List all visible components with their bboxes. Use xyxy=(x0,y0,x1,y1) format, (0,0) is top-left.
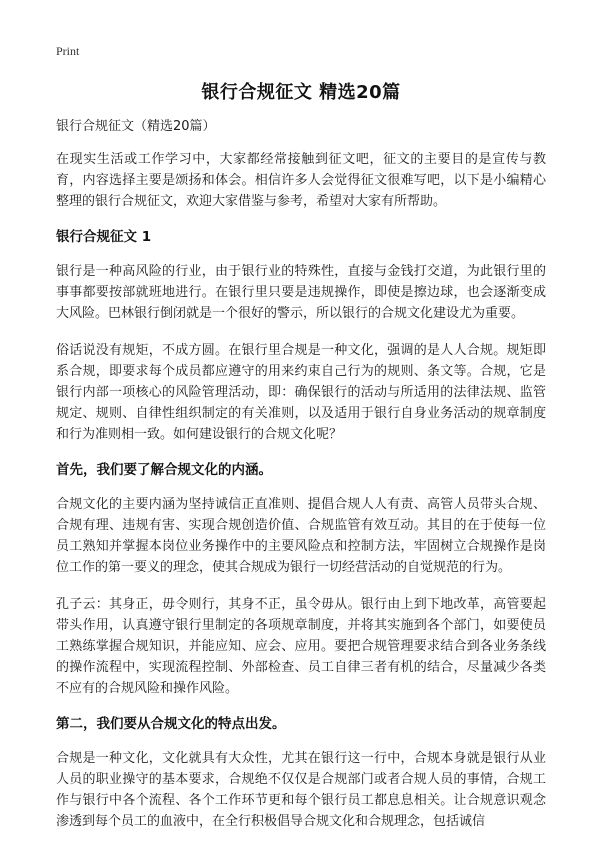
print-link[interactable]: Print xyxy=(56,44,80,58)
paragraph: 银行是一种高风险的行业，由于银行业的特殊性，直接与金钱打交道，为此银行里的事事都要按部就班地进行。在银行里只要是违规操作，即使是擦边球，也会逐渐变成大风险。巴林银行倒闭就是一个很好的警示，所以银行的合规文化建设尤为重要。 xyxy=(56,264,546,321)
paragraph: 俗话说没有规矩，不成方圆。在银行里合规是一种文化，强调的是人人合规。规矩即系合规，即要求每个成员都应遵守的用来约束自己行为的规则、条文等。合规，它是银行内部一项核心的风险管理活动，即：确保银行的活动与所适用的法律法规、监管规定、规则、自律性组织制定的有关准则，以及适用于银行自身业务活动的规章制度和行为准则相一致。如何建设银行的合规文化呢？ xyxy=(56,343,546,442)
article xyxy=(56,78,546,848)
intro-paragraph: 在现实生活或工作学习中，大家都经常接触到征文吧，征文的主要目的是宣传与教育，内容选择主要是颂扬和体会。相信许多人会觉得征文很难写吧，以下是小编精心整理的银行合规征文，欢迎大家借鉴与参考，希望对大家有所帮助。 xyxy=(56,152,546,209)
section-heading-1: 银行合规征文 1 xyxy=(56,229,152,245)
paragraph: 孔子云：其身正，毋令则行，其身不正，虽令毋从。银行由上到下地改革，高管要起带头作用，认真遵守银行里制定的各项规章制度，并将其实施到各个部门，如要使员工熟练掌握合规知识，并能应知、应会、应用。要把合规管理要求结合到各业务条线的操作流程中，实现流程控制、外部检查、员工自律三者有机的结合，尽量减少各类不应有的合规风险和操作风险。 xyxy=(56,597,546,696)
paragraph: 合规文化的主要内涵为坚持诚信正直准则、提倡合规人人有责、高管人员带头合规、合规有理、违规有害、实现合规创造价值、合规监管有效互动。其目的在于使每一位员工熟知并掌握本岗位业务操作中的主要风险点和控制方法，牢固树立合规操作是岗位工作的第一要义的理念，使其合规成为银行一切经营活动的自觉规范的行为。 xyxy=(56,497,546,575)
subheading-second: 第二，我们要从合规文化的特点出发。 xyxy=(56,716,286,732)
article-subtitle: 银行合规征文（精选20篇） xyxy=(56,119,216,134)
page-title: 银行合规征文 精选20篇 xyxy=(201,82,401,103)
subheading-first: 首先，我们要了解合规文化的内涵。 xyxy=(56,462,272,478)
paragraph: 合规是一种文化，文化就具有大众性，尤其在银行这一行中，合规本身就是银行从业人员的职业操守的基本要求，合规绝不仅仅是合规部门或者合规人员的事情，合规工作与银行中各个流程、各个工作环节更和每个银行员工都息息相关。让合规意识观念渗透到每个员工的血液中，在全行积极倡导合规文化和合规理念，包括诚信 xyxy=(56,751,546,829)
